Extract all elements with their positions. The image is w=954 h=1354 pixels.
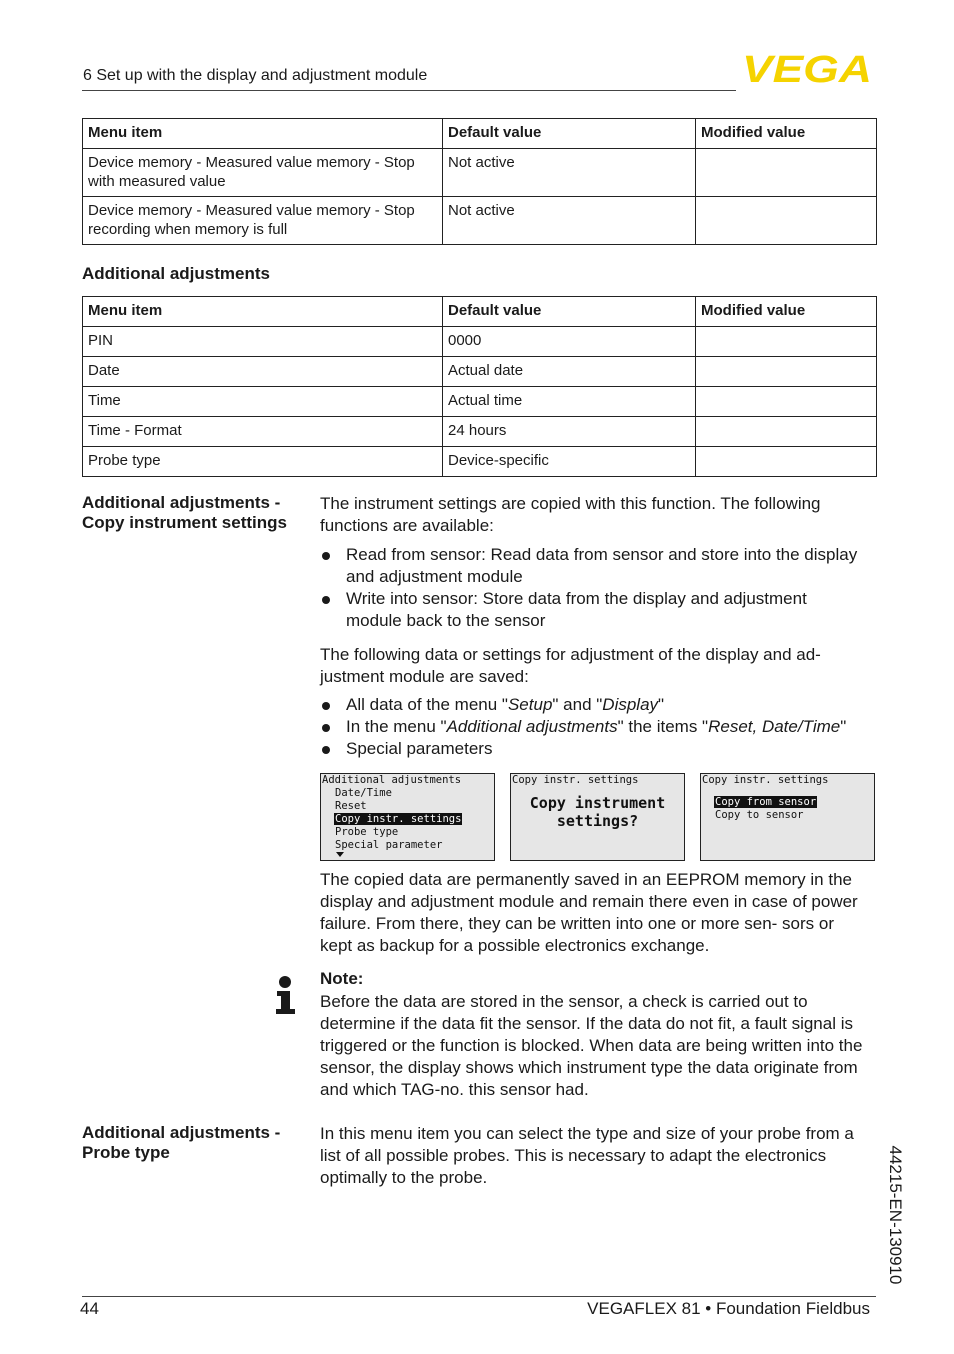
menu-name: Reset, Date/Time bbox=[708, 717, 841, 736]
heading-line: Additional adjustments - bbox=[82, 1123, 281, 1142]
cell-default-value: 24 hours bbox=[443, 417, 696, 447]
list-item bbox=[320, 544, 860, 588]
svg-text:VEGA: VEGA bbox=[742, 51, 872, 85]
info-icon bbox=[274, 976, 296, 1016]
screen-line: Date/Time bbox=[335, 787, 392, 799]
scroll-down-icon bbox=[336, 852, 344, 857]
text: All data of the menu " bbox=[346, 695, 508, 714]
text: " and " bbox=[552, 695, 603, 714]
note-text: Before the data are stored in the sensor, a check is carried out to determine if the data fit the sensor. If the data do not fit, a fault signal is triggered or the function is blocked. When data are being written into the sensor, the display shows which instrument type the data originate from and which TAG-no. this sensor had. bbox=[320, 992, 863, 1099]
screen-line: Special parameter bbox=[335, 839, 443, 851]
cell-default-value: Not active bbox=[443, 197, 696, 245]
table-header-row bbox=[83, 297, 877, 327]
probe-type-text: In this menu item you can select the type and size of your probe from a list of all possible probes. This is necessary to adapt the electronics optimally to the probe. bbox=[320, 1124, 854, 1187]
display-screen-menu bbox=[320, 773, 495, 861]
heading-line: Additional adjustments - bbox=[82, 493, 281, 512]
menu-name: Setup bbox=[507, 695, 553, 714]
copy-settings-heading bbox=[82, 493, 312, 533]
list-item-text: Write into sensor: Store data from the display and adjustment module back to the sensor bbox=[346, 589, 807, 630]
text: " bbox=[658, 695, 665, 714]
question-line: settings? bbox=[556, 812, 639, 830]
saved-intro: The following data or settings for adjustment of the display and ad- justment module are saved: bbox=[320, 645, 821, 686]
cell-menu-item: Time bbox=[83, 387, 443, 417]
col-default-value: Default value bbox=[443, 297, 696, 327]
page-number: 44 bbox=[80, 1299, 99, 1318]
list-item bbox=[320, 738, 880, 760]
cell-modified-value bbox=[696, 387, 877, 417]
bullet-icon bbox=[322, 596, 330, 604]
heading-line: Probe type bbox=[82, 1143, 170, 1162]
bullet-icon bbox=[322, 746, 330, 754]
settings-table-2 bbox=[82, 296, 877, 477]
heading-line: Copy instrument settings bbox=[82, 513, 287, 532]
running-header: 6 Set up with the display and adjustment module bbox=[83, 67, 428, 84]
cell-default-value: Actual time bbox=[443, 387, 696, 417]
settings-table-1 bbox=[82, 118, 877, 245]
display-screen-copy-options bbox=[700, 773, 875, 861]
bullet-icon bbox=[322, 724, 330, 732]
cell-default-value: Actual date bbox=[443, 357, 696, 387]
cell-modified-value bbox=[696, 417, 877, 447]
menu-name: Additional adjustments bbox=[446, 717, 618, 736]
confirm-question bbox=[511, 794, 684, 830]
text: " the items " bbox=[617, 717, 709, 736]
saved-list bbox=[320, 694, 880, 760]
table-row bbox=[83, 387, 877, 417]
cell-menu-item: Device memory - Measured value memory - Stop with measured value bbox=[83, 149, 443, 197]
probe-type-heading bbox=[82, 1123, 312, 1163]
table-row bbox=[83, 197, 877, 245]
document-code-text: 44215-EN-130910 bbox=[886, 1145, 905, 1285]
col-default-value: Default value bbox=[443, 119, 696, 149]
document-code bbox=[884, 1140, 906, 1290]
function-list bbox=[320, 544, 860, 632]
list-item bbox=[320, 716, 880, 738]
table-row bbox=[83, 327, 877, 357]
screen-title: Additional adjustments bbox=[322, 774, 462, 786]
col-menu-item: Menu item bbox=[83, 297, 443, 327]
text: " bbox=[840, 717, 847, 736]
bullet-icon bbox=[322, 552, 330, 560]
cell-menu-item: Date bbox=[83, 357, 443, 387]
bullet-icon bbox=[322, 702, 330, 710]
list-item-text: Special parameters bbox=[346, 739, 493, 758]
table-row bbox=[83, 149, 877, 197]
display-screen-confirm bbox=[510, 773, 685, 861]
cell-modified-value bbox=[696, 327, 877, 357]
question-line: Copy instrument bbox=[529, 794, 666, 812]
footer-rule bbox=[82, 1296, 876, 1297]
cell-menu-item: Probe type bbox=[83, 447, 443, 477]
vega-logo bbox=[741, 51, 873, 85]
screen-line: Copy to sensor bbox=[715, 809, 804, 821]
screen-line: Reset bbox=[335, 800, 367, 812]
selected-option: Copy from sensor bbox=[715, 796, 817, 808]
table-header-row bbox=[83, 119, 877, 149]
screen-title: Copy instr. settings bbox=[702, 774, 829, 786]
table-row bbox=[83, 447, 877, 477]
cell-menu-item: PIN bbox=[83, 327, 443, 357]
text: In the menu " bbox=[346, 717, 447, 736]
cell-default-value: 0000 bbox=[443, 327, 696, 357]
cell-modified-value bbox=[696, 197, 877, 245]
screen-line: Probe type bbox=[335, 826, 399, 838]
copy-intro: The instrument settings are copied with this function. The following functions are available: bbox=[320, 494, 821, 535]
document-title: VEGAFLEX 81 • Foundation Fieldbus bbox=[587, 1299, 870, 1318]
cell-modified-value bbox=[696, 357, 877, 387]
eeprom-text: The copied data are permanently saved in an EEPROM memory in the display and adjustment module and remain there even in case of power failure. From there, they can be written into one or more sen- sors or kept as backup for a possible electronics exchange. bbox=[320, 870, 858, 955]
cell-modified-value bbox=[696, 149, 877, 197]
col-menu-item: Menu item bbox=[83, 119, 443, 149]
cell-menu-item: Time - Format bbox=[83, 417, 443, 447]
cell-menu-item: Device memory - Measured value memory - Stop recording when memory is full bbox=[83, 197, 443, 245]
menu-name: Display bbox=[602, 695, 659, 714]
cell-default-value: Not active bbox=[443, 149, 696, 197]
table-row bbox=[83, 417, 877, 447]
list-item bbox=[320, 588, 860, 632]
col-modified-value: Modified value bbox=[696, 119, 877, 149]
table-row bbox=[83, 357, 877, 387]
screen-title: Copy instr. settings bbox=[512, 774, 639, 786]
header-rule bbox=[82, 90, 736, 91]
col-modified-value: Modified value bbox=[696, 297, 877, 327]
cell-default-value: Device-specific bbox=[443, 447, 696, 477]
note-title: Note: bbox=[320, 969, 364, 988]
cell-modified-value bbox=[696, 447, 877, 477]
list-item bbox=[320, 694, 880, 716]
list-item-text: Read from sensor: Read data from sensor and store into the display and adjustment module bbox=[346, 545, 858, 586]
selected-menu-item: Copy instr. settings bbox=[335, 813, 462, 825]
additional-adjustments-heading: Additional adjustments bbox=[82, 264, 270, 283]
